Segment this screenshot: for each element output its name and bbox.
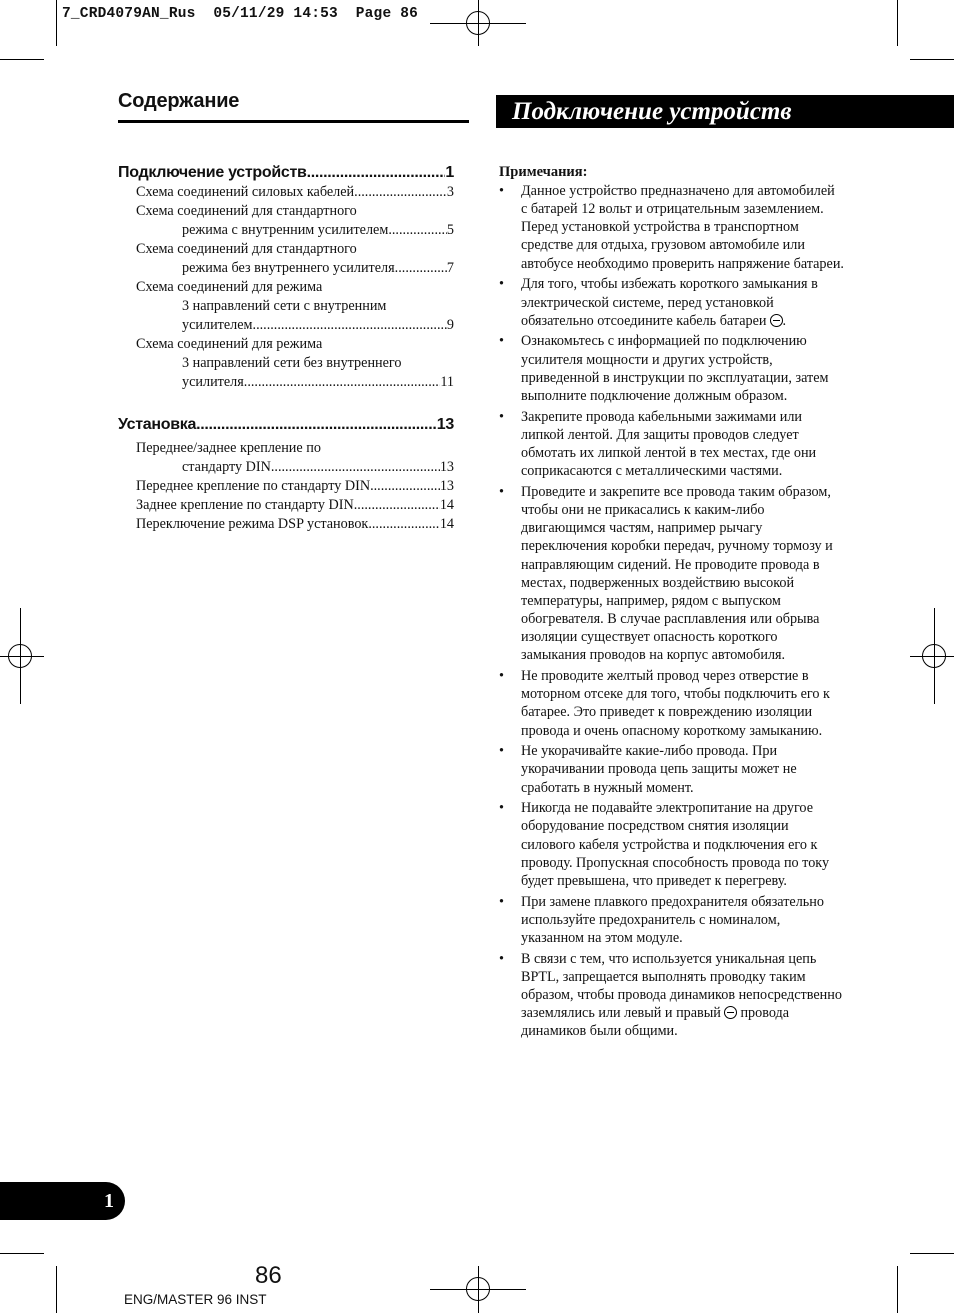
note-item: • Для того, чтобы избежать короткого замыкания в электрической системе, перед установкой обязательно отсоедините кабель батареи . bbox=[499, 275, 844, 329]
footer-text: ENG/MASTER 96 INST bbox=[124, 1292, 267, 1307]
crop-mark bbox=[56, 1266, 57, 1313]
section-tab-number: 1 bbox=[104, 1190, 114, 1212]
toc-entry[interactable]: Переднее/заднее крепление по стандарту DIN ..... 13 bbox=[118, 439, 454, 477]
toc-title: Содержание bbox=[118, 90, 240, 112]
crop-mark bbox=[0, 59, 44, 60]
note-item: • Ознакомьтесь с информацией по подключению усилителя мощности и других устройств, приведенной в инструкции по эксплуатации, затем выполните подключение должным образом. bbox=[499, 332, 844, 405]
note-item: • Закрепите провода кабельными зажимами или липкой лентой. Для защиты проводов следует обмотать их липкой лентой в тех местах, где они соприкасаются с металлическими частями. bbox=[499, 408, 844, 481]
toc-entry[interactable]: Схема соединений для режима 3 направлений сети с внутренним усилителем ..... 9 bbox=[118, 278, 454, 335]
crop-mark bbox=[910, 59, 954, 60]
crop-mark bbox=[910, 1253, 954, 1254]
section-title: Подключение устройств bbox=[512, 98, 792, 125]
crop-mark bbox=[0, 1253, 44, 1254]
notes-block bbox=[499, 163, 844, 1043]
toc-entry[interactable]: Схема соединений силовых кабелей ..... 3 bbox=[118, 183, 454, 202]
toc-section-installation bbox=[118, 415, 454, 534]
note-item: • Данное устройство предназначено для автомобилей с батарей 12 вольт и отрицательным заземлением. Перед установкой устройства в транспортном средстве для отдыха, грузовом автомобиле или автобусе необходимо проверить напряжение батареи. bbox=[499, 182, 844, 273]
note-item: • В связи с тем, что используется уникальная цепь BPTL, запрещается выполнять проводку таким образом, чтобы провода динамиков непосредственно заземлялись или левый и правый провода динамиков были общими. bbox=[499, 950, 844, 1041]
notes-list bbox=[499, 182, 844, 1041]
print-header: 7_CRD4079AN_Rus 05/11/29 14:53 Page 86 bbox=[62, 6, 419, 22]
toc-entry[interactable]: Переключение режима DSP установок ..... 14 bbox=[118, 515, 454, 534]
toc-entry[interactable]: Схема соединений для стандартного режима без внутреннего усилителя ..... 7 bbox=[118, 240, 454, 278]
toc-title-rule bbox=[118, 120, 469, 123]
note-item: • Никогда не подавайте электропитание на другое оборудование посредством снятия изоляции силового кабеля устройства и подключения его к проводу. Пропускная способность провода по току будет превышена, что приведет к перегреву. bbox=[499, 799, 844, 890]
toc-entry-connection[interactable]: Подключение устройств ..... 1 bbox=[118, 163, 454, 183]
toc-section-connection bbox=[118, 163, 454, 392]
note-item: • При замене плавкого предохранителя обязательно используйте предохранитель с номиналом, указанном на этом модуле. bbox=[499, 893, 844, 947]
crop-mark bbox=[897, 0, 898, 46]
toc-entry[interactable]: Заднее крепление по стандарту DIN ..... 14 bbox=[118, 496, 454, 515]
toc-entry-installation[interactable]: Установка ..... 13 bbox=[118, 415, 454, 435]
minus-terminal-icon bbox=[724, 1006, 737, 1019]
notes-heading: Примечания: bbox=[499, 164, 588, 180]
toc-entry[interactable]: Переднее крепление по стандарту DIN ..... 13 bbox=[118, 477, 454, 496]
note-item: • Проведите и закрепите все провода таким образом, чтобы они не прикасались к каким-либо двигающимся частям, например рычагу переключения коробки передач, ручному тормозу и направляющим сидений. Не проводите провода в местах, подверженных воздействию высокой температуры, например, рядом с выпуском обогревателя. В случае расплавления или обрыва изоляции существует опасность короткого замыкания проводов на корпус автомобиля. bbox=[499, 483, 844, 665]
note-item: • Не проводите желтый провод через отверстие в моторном отсеке для того, чтобы подключить его к батарее. Это приведет к повреждению изоляции провода и очень опасному короткому замыканию. bbox=[499, 667, 844, 740]
page-number: 86 bbox=[255, 1262, 282, 1289]
note-item: • Не укорачивайте какие-либо провода. При укорачивании провода цепь защиты может не сработать в нужный момент. bbox=[499, 742, 844, 796]
crop-mark bbox=[897, 1266, 898, 1313]
toc-entry[interactable]: Схема соединений для стандартного режима с внутренним усилителем ..... 5 bbox=[118, 202, 454, 240]
toc-entry[interactable]: Схема соединений для режима 3 направлений сети без внутреннего усилителя ..... 11 bbox=[118, 335, 454, 392]
minus-terminal-icon bbox=[770, 314, 783, 327]
crop-mark bbox=[56, 0, 57, 46]
